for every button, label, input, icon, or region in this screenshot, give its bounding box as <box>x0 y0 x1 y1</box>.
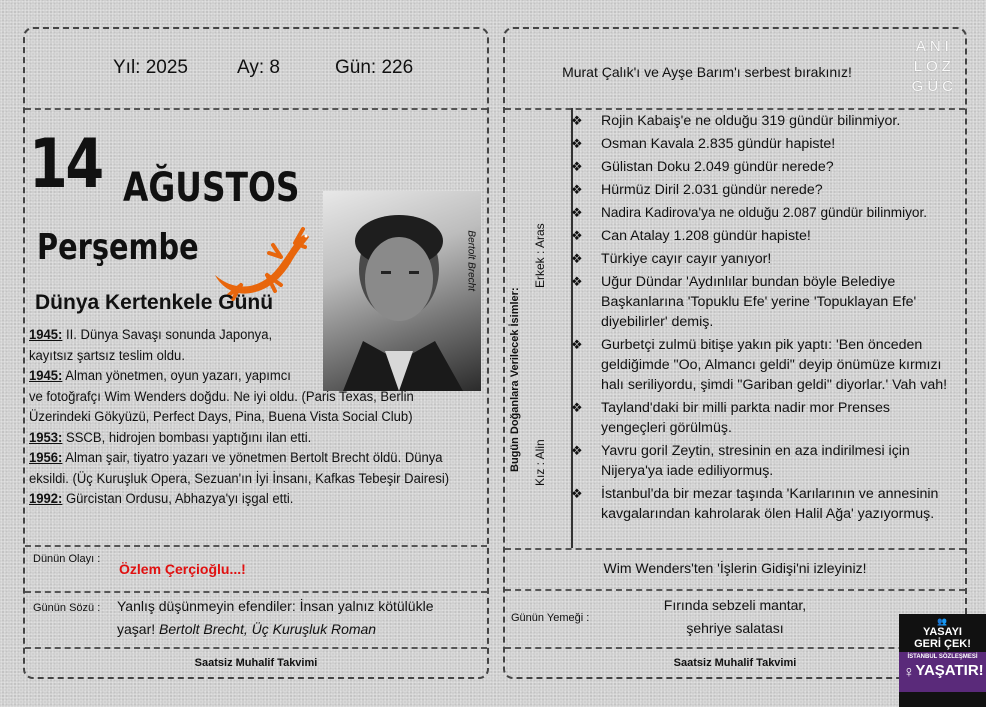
event-item: 1945: II. Dünya Savaşı sonunda Japonya, <box>29 327 273 343</box>
footer-title: Saatsiz Muhalif Takvimi <box>194 657 318 669</box>
brand-logo: ANI LOZ GÜC <box>911 38 957 95</box>
year-label: Yıl: 2025 <box>113 57 188 78</box>
quote-source: Bertolt Brecht, Üç Kuruşluk Roman <box>159 621 377 637</box>
left-calendar-page <box>23 27 489 679</box>
female-symbol-icon: ♀ <box>903 664 915 681</box>
event-item: 1956: Alman şair, tiyatro yazarı ve yönetmen Bertolt Brecht öldü. Dünya <box>29 450 443 466</box>
quote-line-1: Yanlış düşünmeyin efendiler: İnsan yalnız kötülükle <box>117 598 434 614</box>
event-label: Dünün Olayı : <box>33 553 101 565</box>
food-label: Günün Yemeği : <box>511 612 590 624</box>
diamond-bullet-icon: ❖ <box>571 486 583 501</box>
food-line-2: şehriye salatası <box>686 620 784 636</box>
news-item: ❖ İstanbul'da bir mezar taşında 'Karılarının ve annesinin kavgalarından kahrolarak ölen Halil Ağa' yazıyormuş. <box>571 486 939 522</box>
diamond-bullet-icon: ❖ <box>571 136 583 151</box>
girl-name: Kız : Alin <box>533 439 547 486</box>
event-item: 1945: Alman yönetmen, oyun yazarı, yapımcı <box>29 368 291 384</box>
weekday: Perşembe <box>37 227 199 268</box>
quote-label: Günün Sözü : <box>33 602 101 614</box>
badge-purple-band: İSTANBUL SÖZLEŞMESİ YAŞATIR! ♀ <box>899 652 986 692</box>
photo-caption: Bertolt Brecht <box>466 230 477 291</box>
diamond-bullet-icon: ❖ <box>571 182 583 197</box>
special-day: Dünya Kertenkele Günü <box>35 291 274 314</box>
month-name: AĞUSTOS <box>123 165 300 211</box>
diamond-bullet-icon: ❖ <box>571 400 583 415</box>
news-item: ❖ Yavru goril Zeytin, stresinin en aza indirilmesi için Nijerya'ya iade ediliyormuş. <box>571 443 910 479</box>
news-item: ❖ Tayland'daki bir milli parkta nadir mor Prenses yengeçleri görülmüş. <box>571 400 890 436</box>
diamond-bullet-icon: ❖ <box>571 443 583 458</box>
diamond-bullet-icon: ❖ <box>571 159 583 174</box>
news-item: ❖ Osman Kavala 2.835 gündür hapiste! <box>571 136 836 152</box>
quote-line-2: yaşar! Bertolt Brecht, Üç Kuruşluk Roman <box>117 621 377 637</box>
people-icon: 👥 <box>937 617 948 626</box>
names-title: Bugün Doğanlara Verilecek İsimler: <box>509 287 521 472</box>
event-item: 1953: SSCB, hidrojen bombası yaptığını ilan etti. <box>29 429 312 446</box>
right-calendar-page <box>503 27 967 679</box>
divider <box>505 589 965 591</box>
divider <box>25 108 487 110</box>
news-item: ❖ Can Atalay 1.208 gündür hapiste! <box>571 228 811 244</box>
diamond-bullet-icon: ❖ <box>571 113 583 128</box>
news-item: ❖ Gülistan Doku 2.049 gündür nerede? <box>571 159 834 175</box>
food-line-1: Fırında sebzeli mantar, <box>663 597 807 613</box>
diamond-bullet-icon: ❖ <box>571 251 583 266</box>
diamond-bullet-icon: ❖ <box>571 337 583 352</box>
divider <box>505 108 965 110</box>
header-message: Murat Çalık'ı ve Ayşe Barım'ı serbest bırakınız! <box>562 64 852 80</box>
history-events: 1945: II. Dünya Savaşı sonunda Japonya, kayıtsız şartsız teslim oldu. 1945: Alman yönetmen, oyun yazarı, yapımcı ve fotoğrafçı Wim Wenders doğdu. Ne iyi oldu. (Paris Texas, Berlin Üzerindeki Gökyüzü, Perfect Days, Pina, Buena Vista Social Club) 1953: SSCB, hidrojen bombası yaptığını ilan etti. 1956: Alman şair, tiyatro yazarı ve yönetmen Bertolt Brecht öldü. Dünya eksildi. (Üç Kuruşluk Opera, Sezuan'ın İyi İnsanı, Kafkas Tebeşir Dairesi) 1992: Gürcistan Ordusu, Abhazya'yı işgal etti. <box>29 325 485 510</box>
event-of-day: Özlem Çerçioğlu...! <box>119 561 246 577</box>
day-of-year: Gün: 226 <box>335 57 414 78</box>
news-item: ❖ Türkiye cayır cayır yanıyor! <box>571 251 772 267</box>
month-number: Ay: 8 <box>237 57 280 78</box>
divider <box>505 647 965 649</box>
date-row <box>113 57 188 79</box>
boy-name: Erkek : Aras <box>533 223 547 288</box>
campaign-badge: 👥 YASAYI GERİ ÇEK! İSTANBUL SÖZLEŞMESİ YAŞATIR! ♀ <box>899 614 986 707</box>
recommendation: Wim Wenders'ten 'İşlerin Gidişi'ni izleyiniz! <box>603 560 867 576</box>
event-item: 1992: Gürcistan Ordusu, Abhazya'yı işgal etti. <box>29 491 294 507</box>
news-item: ❖ Gurbetçi zulmü bitişe yakın pik yaptı: 'Ben önceden geldiğimde "Oo, Almancı geldi" deyip önümüze kırmızı halı seriliyordu, şimdi "Gariban geldi" diyorlar.' Vah vah! <box>571 337 948 393</box>
divider <box>25 591 487 593</box>
day-number: 14 <box>29 125 102 204</box>
diamond-bullet-icon: ❖ <box>571 274 583 289</box>
diamond-bullet-icon: ❖ <box>571 205 583 220</box>
divider <box>25 647 487 649</box>
divider <box>505 548 965 550</box>
news-list <box>571 111 956 527</box>
divider <box>25 545 487 547</box>
footer-title: Saatsiz Muhalif Takvimi <box>673 657 797 669</box>
news-item: ❖ Nadira Kadirova'ya ne olduğu 2.087 gündür bilinmiyor. <box>601 203 956 223</box>
news-item: ❖ Rojin Kabaiş'e ne olduğu 319 gündür bilinmiyor. <box>571 113 901 129</box>
news-item: ❖ Uğur Dündar 'Aydınlılar bundan böyle Belediye Başkanlarına 'Topuklu Efe' yerine 'Topuklayan Efe' diyebilirler' demiş. <box>571 274 917 330</box>
names-column <box>505 108 573 548</box>
news-item: ❖ Hürmüz Diril 2.031 gündür nerede? <box>571 182 823 198</box>
diamond-bullet-icon: ❖ <box>571 228 583 243</box>
